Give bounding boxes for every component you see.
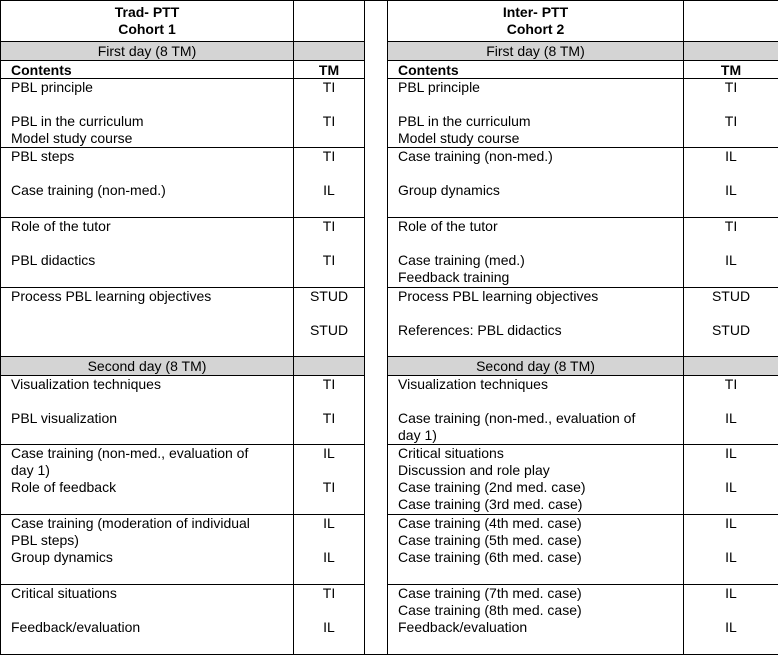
blank-line [398,235,677,252]
tm-cell [294,376,365,445]
table-row [1,515,778,585]
blank-line [298,496,360,513]
right-cohort-header [388,1,684,42]
blank-line [688,199,774,216]
topic-line: Case training (2nd med. case) [398,479,677,496]
tm-cell [294,218,365,288]
tm-value: IL [298,445,360,462]
topic-line: Case training (non-med.) [11,182,287,199]
topic-line: Case training (6th med. case) [398,549,677,566]
blank-line [688,427,774,444]
topic-line: Model study course [398,130,677,147]
topic-line: Case training (7th med. case) [398,585,677,602]
topic-line: Critical situations [11,585,287,602]
topic-line: PBL principle [11,79,287,96]
blank-line [11,96,287,113]
blank-line [298,427,360,444]
topic-line: PBL steps [11,148,287,165]
tm-cell [294,515,365,585]
blank-line [688,165,774,182]
blank-line [11,199,287,216]
topic-line: PBL visualization [11,410,287,427]
tm-value: TI [298,148,360,165]
blank-line [298,235,360,252]
blank-line [688,636,774,653]
tm-cell [294,288,365,357]
contents-header-row [1,61,778,79]
blank-line [688,305,774,322]
tm-value: TI [298,585,360,602]
blank-line [298,602,360,619]
tm-value: IL [688,445,774,462]
topic-line: day 1) [11,462,287,479]
blank-line [688,339,774,356]
table-row [1,79,778,148]
content-cell [388,515,684,585]
blank-line [298,130,360,147]
right-contents-label: Contents [388,61,684,79]
blank-line [298,393,360,410]
column-gap [365,1,388,655]
tm-value: IL [688,585,774,602]
topic-line: day 1) [398,427,677,444]
tm-value: IL [298,549,360,566]
tm-cell [294,148,365,218]
blank-line [11,393,287,410]
content-cell [1,515,294,585]
tm-cell [684,148,778,218]
blank-line [398,636,677,653]
topic-line: Critical situations [398,445,677,462]
tm-value: IL [688,619,774,636]
blank-line [298,462,360,479]
tm-value: IL [688,479,774,496]
topic-line: Case training (8th med. case) [398,602,677,619]
blank-line [11,235,287,252]
header-row [1,1,778,42]
blank-line [11,496,287,513]
right-first-day-band: First day (8 TM) [388,42,684,61]
blank-line [398,393,677,410]
topic-line: PBL in the curriculum [11,113,287,130]
left-contents-label: Contents [1,61,294,79]
tm-cell [294,79,365,148]
blank-line [11,269,287,286]
content-cell [1,79,294,148]
tm-value: STUD [298,288,360,305]
table-row [1,585,778,655]
topic-line: References: PBL didactics [398,322,677,339]
left-cohort-header [1,1,294,42]
tm-cell [294,585,365,655]
topic-line: PBL didactics [11,252,287,269]
blank-line [11,165,287,182]
left-header-line1: Trad- PTT [5,4,289,21]
content-cell [1,288,294,357]
topic-line: Case training (3rd med. case) [398,496,677,513]
blank-line [398,305,677,322]
blank-line [11,566,287,583]
left-tm-label: TM [294,61,365,79]
blank-line [298,339,360,356]
topic-line: Case training (non-med., evaluation of [11,445,287,462]
tm-value: IL [298,515,360,532]
left-first-day-band-tm [294,42,365,61]
topic-line: Case training (non-med., evaluation of [398,410,677,427]
right-header-line1: Inter- PTT [392,4,679,21]
blank-line [298,165,360,182]
blank-line [298,199,360,216]
topic-line: Discussion and role play [398,462,677,479]
tm-value: TI [688,376,774,393]
right-second-day-band: Second day (8 TM) [388,357,684,376]
tm-cell [684,515,778,585]
topic-line: PBL steps) [11,532,287,549]
content-cell [1,148,294,218]
blank-line [688,566,774,583]
tm-value: IL [688,410,774,427]
content-cell [388,79,684,148]
tm-value: IL [298,619,360,636]
topic-line: Visualization techniques [11,376,287,393]
blank-line [298,636,360,653]
tm-value: IL [688,252,774,269]
tm-value: IL [688,549,774,566]
tm-cell [684,218,778,288]
tm-value: TI [298,79,360,96]
left-header-tm-empty [294,1,365,42]
blank-line [298,269,360,286]
content-cell [388,288,684,357]
table-row [1,288,778,357]
content-cell [1,376,294,445]
topic-line: Visualization techniques [398,376,677,393]
blank-line [298,566,360,583]
tm-cell [684,376,778,445]
tm-cell [294,445,365,515]
content-cell [388,376,684,445]
blank-line [688,235,774,252]
tm-value: IL [298,182,360,199]
left-first-day-band: First day (8 TM) [1,42,294,61]
blank-line [11,339,287,356]
table-row [1,148,778,218]
topic-line: Case training (5th med. case) [398,532,677,549]
table-row [1,376,778,445]
blank-line [398,199,677,216]
content-cell [388,445,684,515]
blank-line [688,496,774,513]
tm-cell [684,79,778,148]
tm-cell [684,585,778,655]
tm-value: TI [298,113,360,130]
tm-cell [684,288,778,357]
content-cell [388,148,684,218]
tm-value: TI [298,252,360,269]
first-day-band-row [1,42,778,61]
blank-line [298,305,360,322]
content-cell [1,218,294,288]
blank-line [398,165,677,182]
tm-value: TI [298,410,360,427]
topic-line: Group dynamics [398,182,677,199]
tm-value: STUD [688,288,774,305]
blank-line [11,636,287,653]
right-second-day-band-tm [684,357,778,376]
blank-line [688,393,774,410]
second-day-band-row [1,357,778,376]
blank-line [298,532,360,549]
blank-line [398,339,677,356]
tm-value: IL [688,148,774,165]
table-row [1,445,778,515]
left-second-day-band-tm [294,357,365,376]
right-tm-label: TM [684,61,778,79]
blank-line [298,96,360,113]
topic-line: Role of feedback [11,479,287,496]
tm-value: TI [688,113,774,130]
tm-value: STUD [298,322,360,339]
blank-line [398,96,677,113]
blank-line [398,566,677,583]
topic-line: Feedback training [398,269,677,286]
topic-line: Case training (4th med. case) [398,515,677,532]
tm-value: TI [298,218,360,235]
tm-value: TI [688,218,774,235]
tm-value: TI [688,79,774,96]
topic-line: Group dynamics [11,549,287,566]
topic-line: Case training (med.) [398,252,677,269]
topic-line: Feedback/evaluation [398,619,677,636]
right-first-day-band-tm [684,42,778,61]
tm-value: IL [688,515,774,532]
content-cell [1,585,294,655]
topic-line: Process PBL learning objectives [11,288,287,305]
blank-line [688,269,774,286]
topic-line: Case training (moderation of individual [11,515,287,532]
tm-cell [684,445,778,515]
blank-line [688,130,774,147]
blank-line [11,322,287,339]
left-header-line2: Cohort 1 [5,21,289,38]
blank-line [11,602,287,619]
topic-line: PBL in the curriculum [398,113,677,130]
table-row [1,218,778,288]
blank-line [688,532,774,549]
blank-line [11,427,287,444]
right-header-line2: Cohort 2 [392,21,679,38]
blank-line [688,96,774,113]
content-cell [1,445,294,515]
topic-line: Model study course [11,130,287,147]
tm-value: STUD [688,322,774,339]
left-second-day-band: Second day (8 TM) [1,357,294,376]
blank-line [688,462,774,479]
topic-line: Role of the tutor [398,218,677,235]
right-header-tm-empty [684,1,778,42]
topic-line: Process PBL learning objectives [398,288,677,305]
blank-line [688,602,774,619]
tm-value: TI [298,376,360,393]
topic-line: Case training (non-med.) [398,148,677,165]
tm-value: TI [298,479,360,496]
content-cell [388,218,684,288]
topic-line: Role of the tutor [11,218,287,235]
content-cell [388,585,684,655]
tm-value: IL [688,182,774,199]
topic-line: PBL principle [398,79,677,96]
topic-line: Feedback/evaluation [11,619,287,636]
blank-line [11,305,287,322]
